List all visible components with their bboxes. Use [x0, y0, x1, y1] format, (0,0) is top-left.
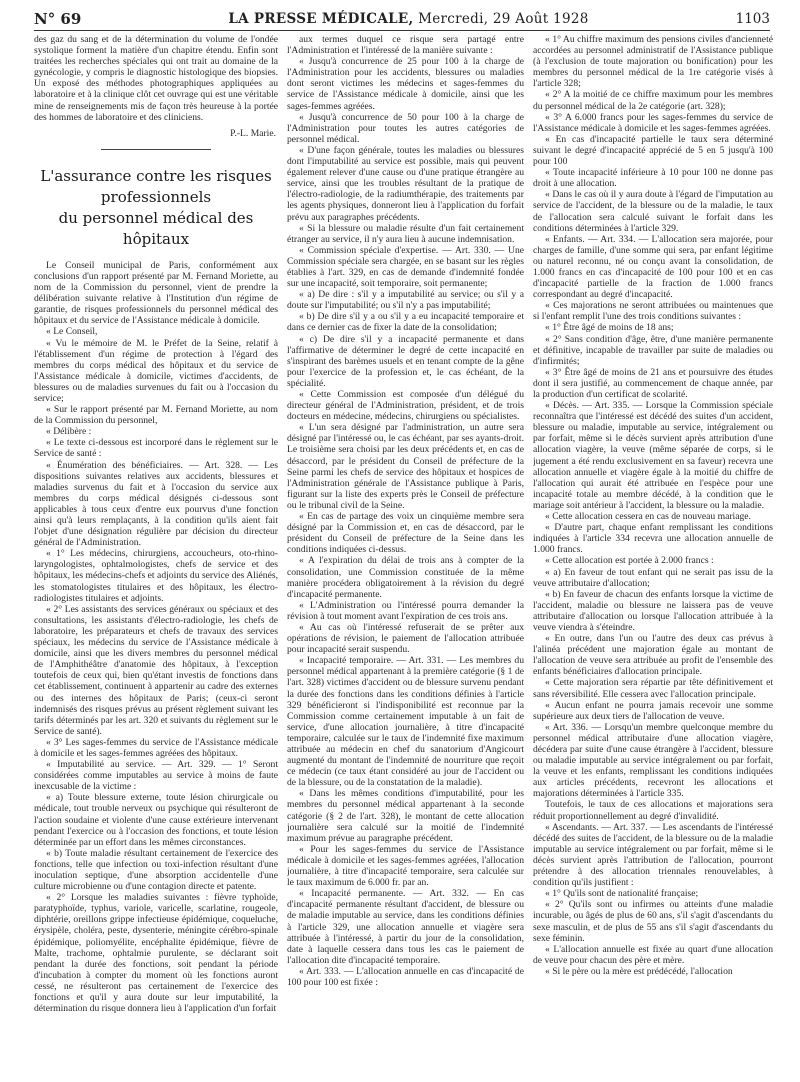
paragraph: « Dans le cas où il y aura doute à l'égard de l'imputation au service de l'accident, de la blessure ou de la maladie, le taux de l'allocation sera calculé suivant le forfait dans les conditions déterminées à l'article 329. [533, 189, 773, 234]
paragraph: « L'un sera désigné par l'administration, un autre sera désigné par l'intéressé ou, le cas échéant, par ses ayants-droit. Le troisième sera choisi par les deux précédents et, en cas de désaccord, par le président du Conseil de préfecture de la Seine parmi les chefs de service des hôpitaux et hospices de l'Administration générale de l'Assistance publique à Paris, figurant sur la liste des experts près le Conseil de préfecture ou le tribunal civil de la Seine. [287, 422, 524, 511]
paragraph: « Énumération des bénéficiaires. — Art. 328. — Les dispositions suivantes relatives aux accidents, blessures et maladies survenus du fait et à l'occasion du service aux membres du corps médical désignés ci-dessous sont applicables à tous ceux d'entre eux pourvus d'une fonction ainsi qu'à leurs remplaçants, à la condition qu'ils aient fait l'objet d'une désignation régulière par décision du directeur général de l'Administration. [34, 459, 278, 549]
paragraph: « 2° A la moitié de ce chiffre maximum pour les membres du personnel médical de la 2e catégorie (art. 328); [533, 89, 773, 112]
paragraph: « Imputabilité au service. — Art. 329. — 1° Seront considérées comme imputables au service à moins de faute inexcusable de la victime : [34, 759, 278, 793]
column-3-body [533, 34, 773, 977]
paragraph: « 1° Qu'ils sont de nationalité française; [545, 888, 699, 900]
paragraph: « a) De dire : s'il y a imputabilité au service; ou s'il y a doute sur l'imputabilité; ou s'il n'y a pas imputabilité; [287, 289, 524, 312]
paragraph: « a) En faveur de tout enfant qui ne serait pas issu de la veuve attributaire d'allocation; [533, 566, 773, 589]
paragraph: Le Conseil municipal de Paris, conformément aux conclusions d'un rapport présenté par M. Fernand Moriette, au nom de la Commission du personnel, vient de prendre la délibération suivante relative à l'Institution d'un régime de garantie, de risques professionnels du personnel médical des hôpitaux et du service de l'Assistance médicale à domicile. [34, 259, 278, 327]
paragraph: « Cette allocation cessera en cas de nouveau mariage. [545, 511, 751, 523]
paragraph: « Si la blessure ou maladie résulte d'un fait certainement étranger au service, il n'y aura lieu à aucune indemnisation. [287, 222, 524, 245]
article-title [34, 166, 278, 250]
column-1-body [34, 260, 278, 1014]
journal-name: LA PRESSE MÉDICALE, [228, 11, 414, 27]
paragraph: « En outre, dans l'un ou l'autre des deux cas prévus à l'alinéa précédent une majoration égale au montant de l'allocation de veuve sera attribuée au profit de l'ensemble des enfants bénéficiaires d'allocation principale. [533, 633, 773, 678]
paragraph: « Le texte ci-dessous est incorporé dans le règlement sur le Service de santé : [34, 437, 278, 460]
paragraph: « Aucun enfant ne pourra jamais recevoir une somme supérieure aux deux tiers de l'allocation de veuve. [533, 699, 773, 722]
paragraph: « Art. 333. — L'allocation annuelle en cas d'incapacité de 100 pour 100 est fixée : [287, 965, 524, 988]
paragraph: « Toute incapacité inférieure à 10 pour 100 ne donne pas droit à une allocation. [533, 167, 773, 190]
column-2 [287, 34, 524, 1074]
paragraph: « A l'expiration du délai de trois ans à compter de la consolidation, une Commission constituée de la même manière procédera obligatoirement à la révision du degré d'incapacité permanente. [287, 555, 524, 600]
paragraph: « 2° Sans condition d'âge, être, d'une manière permanente et définitive, incapable de travailler par suite de maladies ou d'infirmités; [533, 333, 773, 367]
paragraph: « 2° Les assistants des services généraux ou spéciaux et des consultations, les assistants d'électro-radiologie, les chefs de laboratoire, les préparateurs et chefs de travaux des services spéciaux, les médecins du service de l'Assistance médicale à domicile, ainsi que les divers membres du personnel médical de l'Amphithéâtre d'anatomie des hôpitaux, à l'exception toutefois de ceux qui, bien qu'étant investis de fonctions dans cet établissement, continuent à appartenir au cadre des externes ou des internes des hôpitaux de Paris; (ceux-ci seront indemnisés des risques prévus au présent règlement suivant les tarifs déterminés par les art. 320 et suivants du règlement sur le Service de santé). [34, 603, 278, 737]
paragraph: « Au cas où l'intéressé refuserait de se prêter aux opérations de révision, le paiement de l'allocation attribuée pour incapacité serait suspendu. [287, 621, 524, 656]
paragraph: « Vu le mémoire de M. le Préfet de la Seine, relatif à l'établissement d'un régime de protection à l'égard des membres du corps médical des hôpitaux et du service de l'Assistance médicale à domicile, victimes d'accidents, de blessures ou de maladies survenues du fait ou à l'occasion du service; [34, 337, 278, 404]
paragraph: « 2° Qu'ils sont ou infirmes ou atteints d'une maladie incurable, ou âgés de plus de 60 ans, s'il s'agit d'ascendants du sexe masculin, et de plus de 55 ans s'il s'agit d'ascendants du sexe féminin. [533, 899, 773, 944]
paragraph: « Jusqu'à concurrence de 25 pour 100 à la charge de l'Administration pour les accidents, blessures ou maladies dont seront victimes les médecins et sages-femmes du service de l'Assistance médicale à domicile, ainsi que les sages-femmes agréées. [287, 56, 524, 112]
intro-paragraph: des gaz du sang et de la détermination du volume de l'ondée systolique forment la matière d'un chapitre étendu. Enfin sont traitées les recherches spéciales qui ont trait au domaine de la gynécologie, y compris le diagnostic histologique des biopsies. Un exposé des méthodes photographiques appliquées au laboratoire et à la clinique clôt cet ouvrage qui est une véritable mine de renseignements mis de façon très heureuse à la portée des hommes de laboratoire et des cliniciens. [34, 34, 278, 123]
paragraph: « b) En faveur de chacun des enfants lorsque la victime de l'accident, maladie ou blessure ne laissera pas de veuve attributaire d'allocation ou lorsque l'allocation attribuée à la veuve viendra à s'éteindre. [533, 588, 773, 633]
title-line-3: du personnel médical des hôpitaux [58, 208, 254, 248]
paragraph: « Cette Commission est composée d'un délégué du directeur général de l'Administration, président, et de trois docteurs en médecine, médecins, chirurgiens ou spécialistes. [287, 389, 524, 423]
column-3 [533, 34, 773, 1074]
paragraph: « Jusqu'à concurrence de 50 pour 100 à la charge de l'Administration pour toutes les autres catégories de personnel médical. [287, 111, 524, 145]
column-1 [34, 34, 278, 1074]
paragraph: « Sur le rapport présenté par M. Fernand Moriette, au nom de la Commission du personnel, [34, 404, 278, 427]
paragraph: Toutefois, le taux de ces allocations et majorations sera réduit proportionnellement au degré d'invalidité. [533, 799, 773, 822]
paragraph: « 2° Lorsque les maladies suivantes : fièvre typhoïde, paratyphoïde, typhus, variole, varicelle, scarlatine, rougeole, diphtérie, oreillons grippe infectieuse épidémique, coqueluche, érysipèle, choléra, peste, dysenterie, méningite cérébro-spinale épidémique, poliomyélite, encéphalite épidémique, fièvre de Malte, trachome, ophtalmie purulente, se déclarant soit pendant la durée des fonctions, soit pendant la période d'incubation à compter du moment où les fonctions auront cessé, ne résulteront pas certainement de l'exercice des fonctions et qu'il y aura doute sur leur imputabilité, la détermination du risque donnera lieu à l'application d'un forfait [34, 892, 278, 1015]
journal-title-line [228, 11, 588, 27]
paragraph: « Art. 336. — Lorsqu'un membre quelconque membre du personnel médical attributaire d'une allocation viagère, décédera par suite d'une cause étrangère à l'accident, blessure ou maladie imputable au service intégralement ou par forfait, la veuve et les enfants, remplissant les conditions indiquées aux articles précédents, recevront les allocations et majorations déterminées à l'article 335. [533, 721, 773, 800]
paragraph: « 3° A 6.000 francs pour les sages-femmes du service de l'Assistance médicale à domicile et les sages-femmes agréées. [533, 111, 773, 134]
column-2-body [287, 34, 524, 988]
paragraph: « Incapacité permanente. — Art. 332. — En cas d'incapacité permanente résultant d'accident, de blessure ou de maladie imputable au service, dans les conditions définies à l'article 329, une allocation annuelle et viagère sera attribuée à l'intéressé, à partir du jour de la consolidation, date à laquelle cessera dans tous les cas le paiement de l'allocation dite d'incapacité temporaire. [287, 888, 524, 966]
paragraph: « 1° Les médecins, chirurgiens, accoucheurs, oto-rhino-laryngologistes, ophtalmologistes, chefs de service et des hôpitaux, les médecins-chefs et adjoints du service des Aliénés, les stomatologistes titulaires et des hôpitaux, les électro-radiologistes titulaires et adjoints. [34, 548, 278, 604]
paragraph: « Cette allocation est portée à 2.000 francs : [545, 555, 714, 567]
paragraph: « 3° Les sages-femmes du service de l'Assistance médicale à domicile et les sages-femmes agréées des hôpitaux. [34, 736, 278, 759]
paragraph: « 1° Au chiffre maximum des pensions civiles d'ancienneté accordées au personnel administratif de l'Assistance publique (à l'exclusion de toute majoration ou bonification) pour les membres du personnel médical de la 1re catégorie visés à l'article 328; [533, 34, 773, 90]
page-header [34, 8, 770, 31]
paragraph: « a) Toute blessure externe, toute lésion chirurgicale ou médicale, tout trouble nerveux ou psychique qui résulteront de l'action soudaine et violente d'une cause extérieure intervenant pendant l'exercice ou à l'occasion des fonctions, et toute lésion déterminée par un effort dans les mêmes circonstances. [34, 792, 278, 848]
paragraph: « L'Administration ou l'intéressé pourra demander la révision à tout moment avant l'expiration de ces trois ans. [287, 599, 524, 622]
section-divider [101, 149, 211, 150]
paragraph: « Ascendants. — Art. 337. — Les ascendants de l'intéressé décédé des suites de l'accident, de la blessure ou de la maladie imputable au service intégralement ou par forfait, même si le décès survient après l'attribution de l'allocation, pourront prétendre à des allocation triennales renouvelables, à condition qu'ils justifient : [533, 821, 773, 889]
paragraph: « Délibère : [46, 426, 92, 438]
paragraph: « b) De dire s'il y a ou s'il y a eu incapacité temporaire et dans ce dernier cas de fixer la date de la consolidation; [287, 311, 524, 334]
page-number: 1103 [735, 11, 770, 27]
issue-date: Mercredi, 29 Août 1928 [418, 11, 589, 27]
title-line-2: professionnels [100, 187, 212, 206]
paragraph: « Enfants. — Art. 334. — L'allocation sera majorée, pour charges de famille, d'une somme qui sera, par enfant légitime ou naturel reconnu, né ou conçu avant la consolidation, de 1.000 francs en cas d'incapacité de 100 pour 100 et en cas d'incapacité partielle de la fraction de 1.000 francs correspondant au degré d'incapacité. [533, 233, 773, 301]
paragraph: « Cette majoration sera répartie par tête définitivement et sans réversibilité. Elle cessera avec l'allocation principale. [533, 677, 773, 700]
paragraph: « En cas d'incapacité partielle le taux sera déterminé suivant le degré d'incapacité apprécié de 5 en 5 jusqu'à 100 pour 100 [533, 133, 773, 168]
paragraph: « 3° Être âgé de moins de 21 ans et poursuivre des études dont il sera justifié, au commencement de chaque année, par la production d'un certificat de scolarité. [533, 366, 773, 400]
paragraph: « Le Conseil, [46, 326, 98, 338]
paragraph: « D'autre part, chaque enfant remplissant les conditions indiquées à l'article 334 recevra une allocation annuelle de 1.000 francs. [533, 522, 773, 556]
paragraph: « Ces majorations ne seront attribuées ou maintenues que si l'enfant remplit l'une des trois conditions suivantes : [533, 300, 773, 323]
paragraph: « En cas de partage des voix un cinquième membre sera désigné par la Commission et, en cas de désaccord, par le président du Conseil de préfecture de la Seine dans les conditions indiquées ci-dessus. [287, 511, 524, 556]
paragraph: « Commission spéciale d'expertise. — Art. 330. — Une Commission spéciale sera chargée, en se basant sur les règles établies à l'art. 329, en cas de demande d'indemnité fondée sur une incapacité, soit temporaire, soit permanente; [287, 244, 524, 290]
issue-number: N° 69 [34, 10, 82, 28]
paragraph: « c) De dire s'il y a incapacité permanente et dans l'affirmative de déterminer le degré de cette incapacité en s'inspirant des barèmes usuels et en tenant compte de la gêne pour l'exercice de la profession et, le cas échéant, de la spécialité. [287, 333, 524, 389]
author-signature: P.-L. Marie. [230, 127, 276, 139]
paragraph: aux termes duquel ce risque sera partagé entre l'Administration et l'intéressé de la manière suivante : [287, 34, 524, 57]
paragraph: « 1° Être âgé de moins de 18 ans; [545, 322, 674, 334]
paragraph: « Si le père ou la mère est prédécédé, l'allocation [545, 965, 733, 977]
paragraph: « D'une façon générale, toutes les maladies ou blessures dont l'imputabilité au service est possible, mais qui peuvent également relever d'une cause ou d'une pratique étrangère au service, ainsi que les troubles résultant de la pratique de l'électro-radiologie, de la radiumthérapie, des traitements par les agents physiques, donneront lieu à l'application du forfait prévu aux paragraphes précédents. [287, 144, 524, 223]
paragraph: « b) Toute maladie résultant certainement de l'exercice des fonctions, telle que infection ou toxi-infection résultant d'une inoculation septique, d'une absorption accidentelle d'une culture microbienne ou d'une contagion directe et patente. [34, 847, 278, 893]
paragraph: « L'allocation annuelle est fixée au quart d'une allocation de veuve pour chacun des père et mère. [533, 943, 773, 966]
title-line-1: L'assurance contre les risques [40, 166, 272, 185]
paragraph: « Dans les mêmes conditions d'imputabilité, pour les membres du personnel médical appartenant à la seconde catégorie (§ 2 de l'art. 328), le montant de cette allocation journalière sera calculé sur la moitié de l'indemnité maximum prévue au paragraphe précédent. [287, 788, 524, 844]
paragraph: « Pour les sages-femmes du service de l'Assistance médicale à domicile et les sages-femmes agréées, l'allocation journalière, à titre d'incapacité temporaire, sera calculée sur le taux maximum de 6.000 fr. par an. [287, 843, 524, 889]
paragraph: « Incapacité temporaire. — Art. 331. — Les membres du personnel médical appartenant à la première catégorie (§ 1 de l'art. 328) victimes d'accident ou de blessure survenu pendant la durée des fonctions dans les conditions définies à l'article 329 bénéficieront si l'indisponibilité est reconnue par la Commission comme certainement imputable à un fait de service, d'une allocation journalière, à titre d'incapacité temporaire, calculée sur le taux de l'indemnité fixe maximum attribuée au médecin en chef du sanatorium d'Angicourt augmenté du montant de l'indemnité de nourriture que reçoit ce médecin (ce taux étant considéré au jour de l'accident ou de la blessure, ou de la constatation de la maladie). [287, 655, 524, 789]
paragraph: « Décès. — Art. 335. — Lorsque la Commission spéciale reconnaîtra que l'intéressé est décédé des suites d'un accident, blessure ou maladie, imputable au service, intégralement ou par forfait, même si le décès survient après attribution d'une allocation viagère, la veuve (même séparée de corps, si le jugement a été rendu exclusivement en sa faveur) recevra une allocation annuelle et viagère égale à la moitié du chiffre de l'allocation qui aurait été attribuée en l'espèce pour une incapacité totale au membre décédé, à la condition que le mariage soit antérieur à l'accident, la blessure ou la maladie. [533, 400, 773, 511]
